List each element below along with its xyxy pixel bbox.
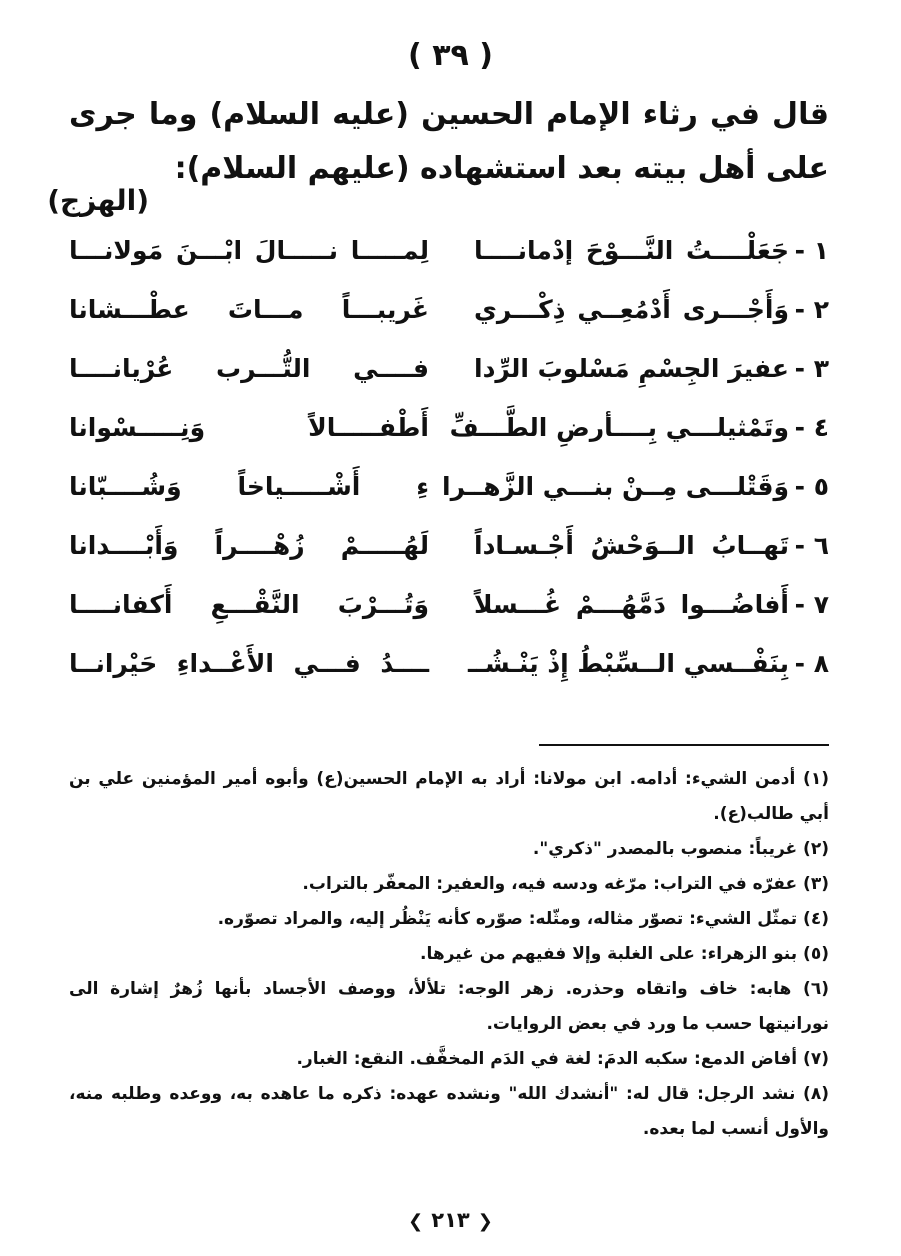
verse-1: [69, 226, 829, 285]
verse-second-hemistich: غَريبـــاً مـــاتَ عطْـــشانا: [69, 295, 429, 324]
ornament-left-icon: ❯: [408, 1211, 424, 1232]
verse-first-hemistich: جَعَلْــــتُ النَّـــوْحَ إدْمانــــا: [474, 236, 789, 265]
ornament-right-icon: ❮: [477, 1211, 493, 1232]
footnotes: [69, 762, 829, 1147]
verse-second-hemistich: وَتُـــرْبَ النَّقْـــعِ أَكفانــــا: [69, 590, 429, 619]
verse-number: ٦ -: [794, 531, 829, 560]
verse-5: [69, 462, 829, 521]
verse-6: [69, 521, 829, 580]
footnote-5: (٥) بنو الزهراء: على الغلبة وإلا ففيهم من غيرها.: [420, 944, 829, 964]
verses: [69, 226, 829, 698]
verse-4: [69, 403, 829, 462]
footnote-3: (٣) عفرّه في التراب: مرّغه ودسه فيه، والعفير: المعفّر بالتراب.: [302, 874, 829, 894]
verse-second-hemistich: أَطْفـــــالاً وَنِـــــسْوانا: [69, 413, 429, 442]
footnote-divider: [539, 744, 829, 746]
verse-first-hemistich: أَفاضُـــوا دَمَّهُـــمْ غُـــسلاً: [474, 590, 789, 619]
page-footer: [0, 1208, 901, 1232]
verse-first-hemistich: تَهــابُ الــوَحْشُ أَجْـسـاداً: [474, 531, 789, 560]
verse-number: ٢ -: [794, 295, 829, 324]
poem-number: ( ٣٩ ): [408, 38, 493, 73]
verse-second-hemistich: لِمـــــا نـــــالَ ابْـــنَ مَولانـــا: [69, 236, 429, 265]
verse-first-hemistich: وتَمْثيلـــي بِــــأرضِ الطَّـــفِّ: [449, 413, 789, 442]
verse-number: ٧ -: [794, 590, 829, 619]
verse-first-hemistich: وَأَجْـــرى أَدْمُعِــي ذِكْـــري: [474, 295, 789, 324]
page-number: ٢١٣: [431, 1208, 470, 1232]
verse-second-hemistich: لَهُـــــمْ زُهْــــراً وَأَبْــــدانا: [69, 531, 429, 560]
poem-heading: قال في رثاء الإمام الحسين (عليه السلام) وما جرى على أهل بيته بعد استشهاده (عليهم السلام):: [69, 97, 829, 186]
footnote-8: (٨) نشد الرجل: قال له: "أنشدك الله" ونشده عهده: ذكره ما عاهده به، ووعده وطلبه منه، والأول أنسب لما بعده.: [69, 1084, 829, 1139]
verse-second-hemistich: ءِ أَشْـــــياخاً وَشُــــبّانا: [69, 472, 429, 501]
verse-2: [69, 285, 829, 344]
verse-number: ٨ -: [794, 649, 829, 678]
verse-8: [69, 639, 829, 698]
footnote-4: (٤) تمثّل الشيء: تصوّر مثاله، ومثّله: صوّره كأنه يَنْظُر إليه، والمراد تصوّره.: [217, 909, 829, 929]
footnote-1: (١) أدمن الشيء: أدامه. ابن مولانا: أراد به الإمام الحسين(ع) وأبوه أمير المؤمنين علي بن أبي طالب(ع).: [69, 769, 829, 824]
verse-number: ٤ -: [794, 413, 829, 442]
footnote-6: (٦) هابه: خاف واتقاه وحذره. زهر الوجه: تلألأ، ووصف الأجساد بأنها زُهرٌ إشارة الى نورانيتها حسب ما ورد في بعض الروايات.: [69, 979, 829, 1034]
verse-3: [69, 344, 829, 403]
verse-first-hemistich: عفيرَ الجِسْمِ مَسْلوبَ الرِّدا: [474, 354, 789, 383]
poem-meter: (الهزج): [47, 184, 149, 217]
footnote-7: (٧) أفاض الدمع: سكبه الدمَ: لغة في الدَم المخفَّف. النقع: الغبار.: [296, 1049, 829, 1069]
verse-number: ٥ -: [794, 472, 829, 501]
verse-second-hemistich: ــــدُ فـــي الأَعْــداءِ حَيْرانــا: [69, 649, 429, 678]
footnote-2: (٢) غريباً: منصوب بالمصدر "ذكري".: [532, 839, 829, 859]
verse-7: [69, 580, 829, 639]
verse-number: ٣ -: [794, 354, 829, 383]
verse-number: ١ -: [794, 236, 829, 265]
verse-second-hemistich: فــــي التُّـــرب عُرْيانــــا: [69, 354, 429, 383]
verse-first-hemistich: وَقَتْلـــى مِــنْ بنـــي الزَّهــرا: [442, 472, 789, 501]
verse-first-hemistich: بِنَفْــسي الــسِّبْطُ إِذْ يَنْـشُــ: [467, 649, 789, 678]
